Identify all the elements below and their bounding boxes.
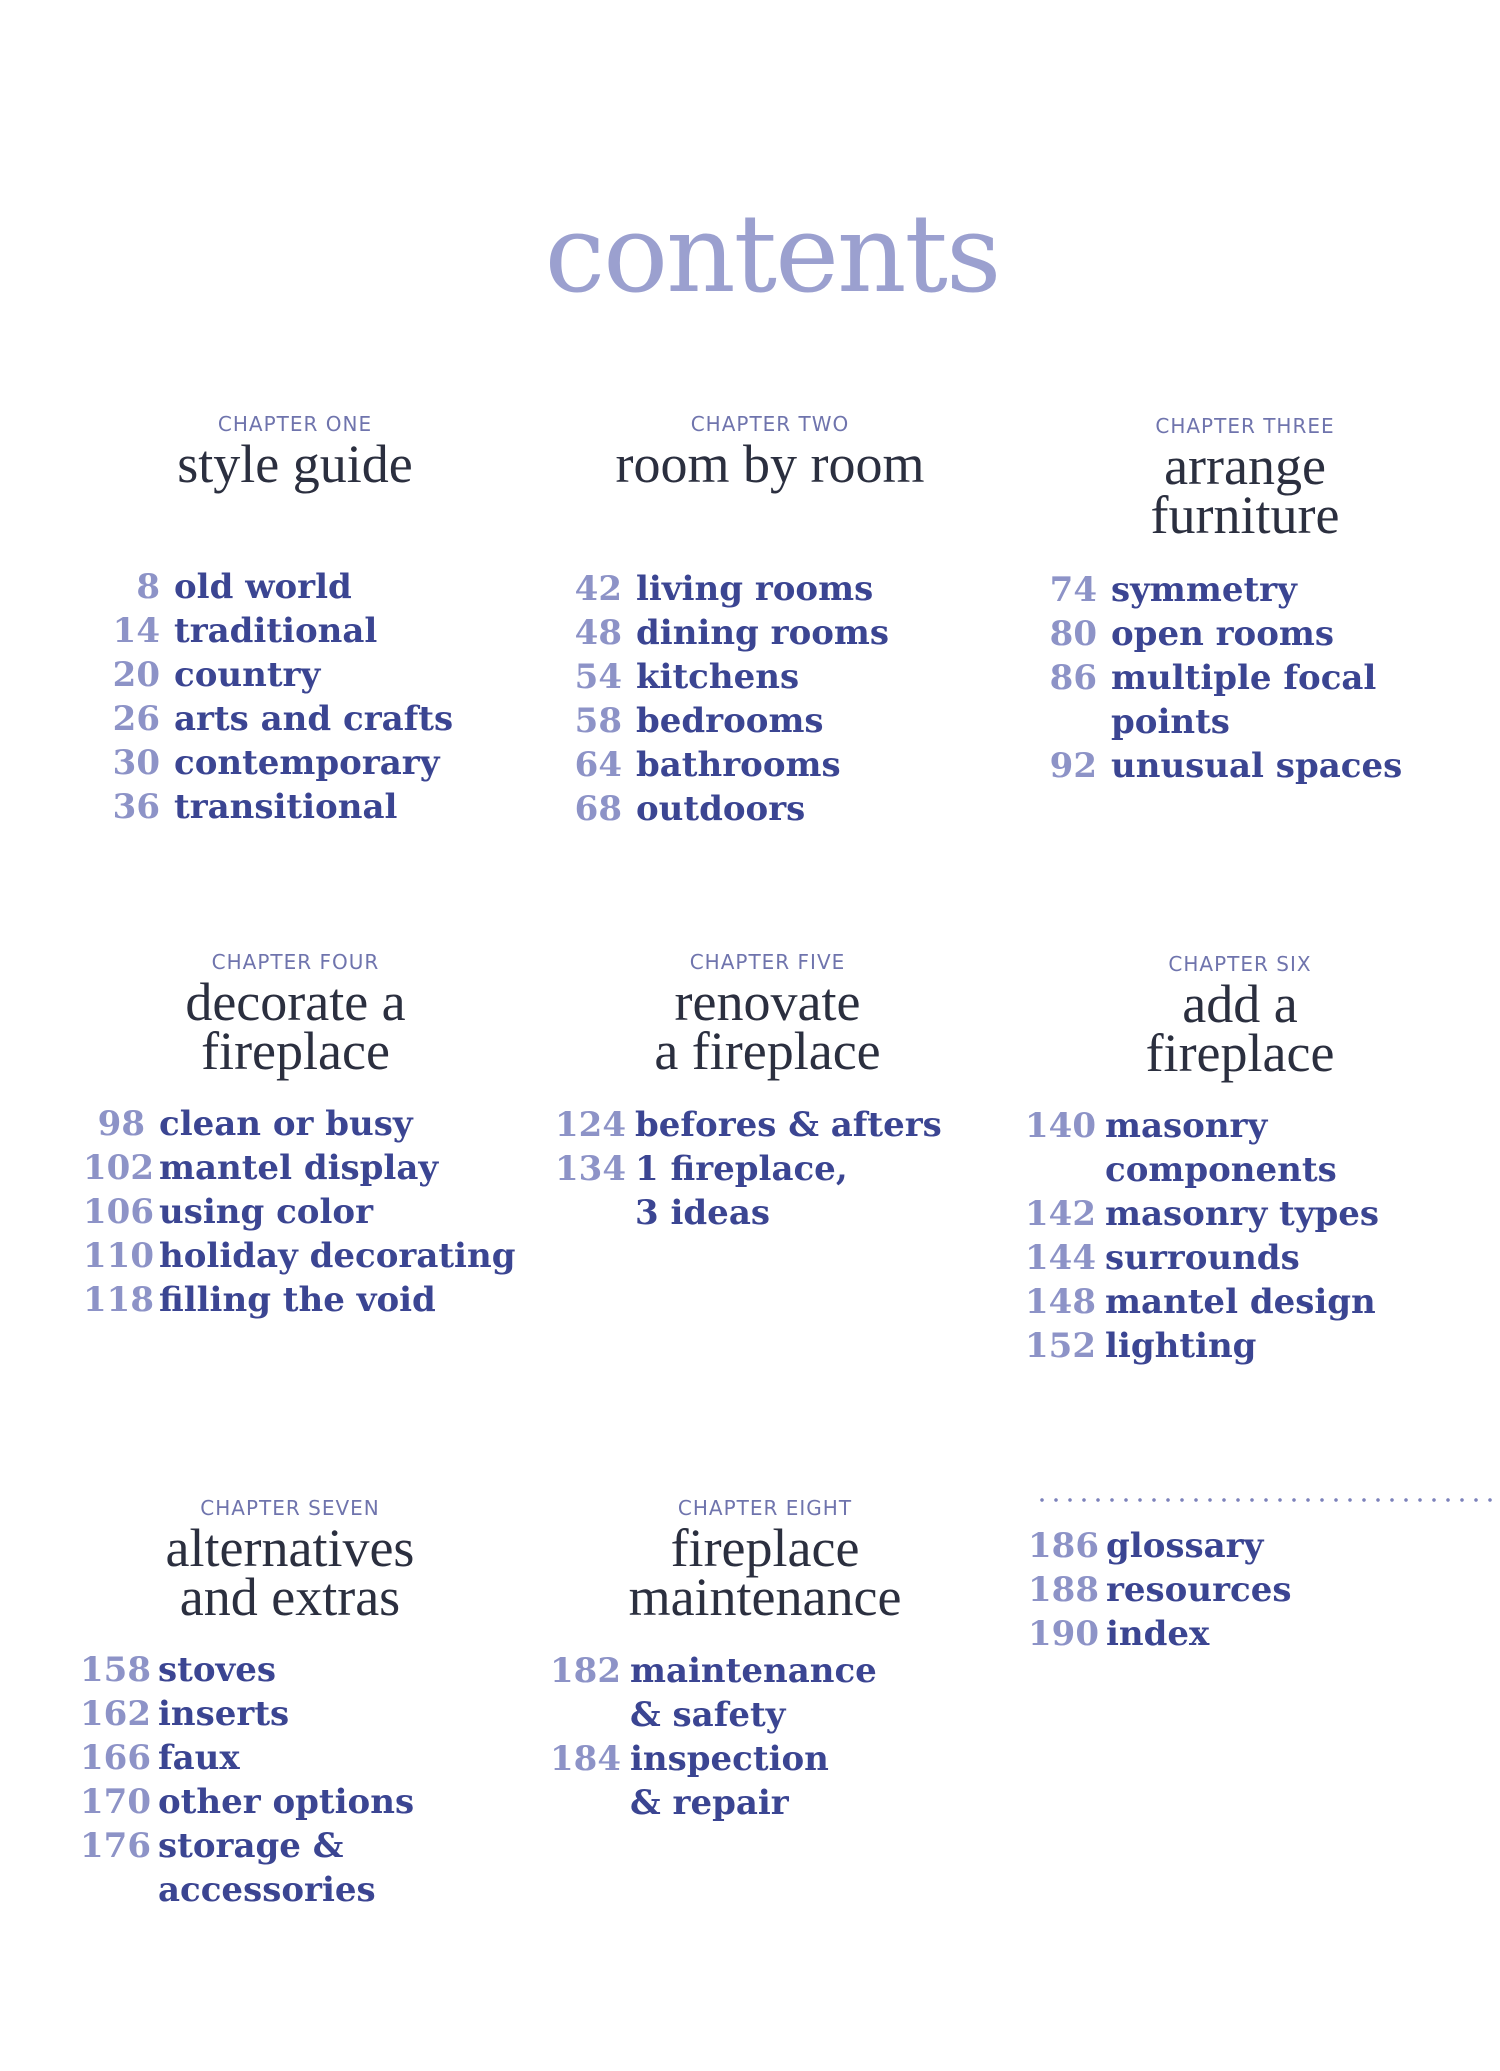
toc-entry[interactable] xyxy=(1025,1236,1455,1280)
entry-title: stoves xyxy=(158,1650,277,1690)
page-number: 48 xyxy=(574,613,622,653)
toc-entry[interactable] xyxy=(1045,612,1445,656)
chapter-entries xyxy=(570,567,970,831)
entry-title: maintenance & safety xyxy=(630,1651,877,1735)
page-number: 106 xyxy=(83,1192,154,1232)
page-number: 162 xyxy=(80,1694,151,1734)
back-matter-list xyxy=(1028,1524,1428,1656)
toc-entry[interactable] xyxy=(100,609,490,653)
chapter-label: CHAPTER EIGHT xyxy=(677,1496,853,1520)
entry-title: living rooms xyxy=(636,569,874,609)
page-number: 26 xyxy=(112,699,160,739)
entry-title: inspection & repair xyxy=(630,1739,829,1823)
entry-title: faux xyxy=(158,1738,240,1778)
toc-entry[interactable] xyxy=(1025,1280,1455,1324)
page-number: 92 xyxy=(1049,746,1097,786)
entry-title: masonry components xyxy=(1105,1106,1337,1190)
page-number: 184 xyxy=(550,1739,621,1779)
chapter-label: CHAPTER THREE xyxy=(1155,414,1335,438)
page-number: 144 xyxy=(1025,1238,1096,1278)
entry-title: bathrooms xyxy=(636,745,841,785)
chapter-label: CHAPTER TWO xyxy=(690,412,850,436)
page-number: 176 xyxy=(80,1826,151,1866)
toc-entry[interactable] xyxy=(1045,656,1445,744)
entry-title: bedrooms xyxy=(636,701,824,741)
chapter-title: arrange furniture xyxy=(1150,436,1340,545)
page-number: 188 xyxy=(1028,1570,1099,1610)
toc-entry[interactable] xyxy=(570,699,970,743)
chapter-label: CHAPTER SIX xyxy=(1168,952,1312,976)
entry-title: mantel display xyxy=(159,1148,439,1188)
entry-title: country xyxy=(174,655,321,695)
chapter-section xyxy=(550,1494,980,2054)
chapter-title: fireplace maintenance xyxy=(628,1518,902,1627)
entry-title: contemporary xyxy=(174,743,440,783)
chapter-title: add a fireplace xyxy=(1145,974,1335,1083)
toc-entry[interactable] xyxy=(80,1780,500,1824)
page-number: 140 xyxy=(1025,1106,1096,1146)
entry-title: mantel design xyxy=(1105,1282,1376,1322)
chapter-section xyxy=(80,1494,500,2054)
entry-title: using color xyxy=(159,1192,373,1232)
page-number: 64 xyxy=(574,745,622,785)
entry-title: filling the void xyxy=(159,1280,436,1320)
toc-entry[interactable] xyxy=(555,1103,980,1147)
entry-title: inserts xyxy=(158,1694,290,1734)
entry-title: masonry types xyxy=(1105,1194,1380,1234)
chapter-title: style guide xyxy=(177,434,413,494)
chapter-title: decorate a fireplace xyxy=(185,972,406,1081)
chapter-entries xyxy=(100,565,490,829)
entry-title: lighting xyxy=(1105,1326,1257,1366)
page-number: 42 xyxy=(574,569,622,609)
entry-title: index xyxy=(1106,1614,1210,1654)
entry-title: outdoors xyxy=(636,789,806,829)
toc-entry[interactable] xyxy=(100,785,490,829)
page-number: 148 xyxy=(1025,1282,1096,1322)
chapter-entries xyxy=(83,1102,516,1322)
toc-entry[interactable] xyxy=(80,1648,500,1692)
page-number: 20 xyxy=(112,655,160,695)
toc-entry[interactable] xyxy=(570,655,970,699)
page-number: 124 xyxy=(555,1105,626,1145)
chapter-title: renovate a fireplace xyxy=(654,972,881,1081)
entry-title: multiple focal points xyxy=(1111,658,1377,742)
entry-title: symmetry xyxy=(1111,570,1297,610)
page-number: 14 xyxy=(112,611,160,651)
entry-title: holiday decorating xyxy=(159,1236,516,1276)
entry-title: clean or busy xyxy=(159,1104,413,1144)
chapter-entries xyxy=(555,1103,980,1235)
entry-title: dining rooms xyxy=(636,613,890,653)
toc-entry[interactable] xyxy=(100,653,490,697)
toc-entry[interactable] xyxy=(80,1692,500,1736)
page-title: contents xyxy=(544,192,1000,317)
page-number: 98 xyxy=(97,1104,145,1144)
entry-title: transitional xyxy=(174,787,398,827)
chapter-entries xyxy=(80,1648,500,1912)
toc-entry[interactable] xyxy=(1045,568,1445,612)
toc-entry[interactable] xyxy=(550,1649,980,1737)
chapter-entries xyxy=(1045,568,1445,788)
toc-entry[interactable] xyxy=(80,1824,500,1912)
chapter-title: alternatives and extras xyxy=(165,1518,415,1627)
entry-title: other options xyxy=(158,1782,415,1822)
page-number: 110 xyxy=(83,1236,154,1276)
entry-title: resources xyxy=(1106,1570,1292,1610)
entry-title: 1 fireplace, 3 ideas xyxy=(635,1149,848,1233)
chapter-label: CHAPTER FIVE xyxy=(689,950,846,974)
chapter-section xyxy=(1025,950,1455,1510)
chapter-section xyxy=(570,410,970,970)
toc-entry[interactable] xyxy=(1028,1568,1428,1612)
chapter-label: CHAPTER SEVEN xyxy=(200,1496,380,1520)
entry-title: old world xyxy=(174,567,352,607)
dotted-divider xyxy=(1035,1497,1500,1503)
page-number: 8 xyxy=(136,567,160,607)
page-number: 36 xyxy=(112,787,160,827)
chapter-entries xyxy=(550,1649,980,1825)
toc-entry[interactable] xyxy=(1028,1524,1428,1568)
entry-title: befores & afters xyxy=(635,1105,942,1145)
toc-entry[interactable] xyxy=(83,1190,508,1234)
entry-title: surrounds xyxy=(1105,1238,1300,1278)
toc-entry[interactable] xyxy=(1028,1612,1428,1656)
toc-entry[interactable] xyxy=(83,1102,508,1146)
entry-title: storage & accessories xyxy=(158,1826,376,1910)
page-number: 190 xyxy=(1028,1614,1099,1654)
toc-entry[interactable] xyxy=(100,697,490,741)
page-number: 166 xyxy=(80,1738,151,1778)
chapter-section xyxy=(1045,412,1445,972)
entry-title: unusual spaces xyxy=(1111,746,1403,786)
toc-entry[interactable] xyxy=(570,567,970,611)
page-number: 80 xyxy=(1049,614,1097,654)
page-number: 102 xyxy=(83,1148,154,1188)
page-number: 134 xyxy=(555,1149,626,1189)
toc-entry[interactable] xyxy=(83,1278,508,1322)
chapter-entries xyxy=(1025,1104,1455,1368)
toc-entry[interactable] xyxy=(83,1146,508,1190)
page-number: 58 xyxy=(574,701,622,741)
toc-entry[interactable] xyxy=(570,743,970,787)
chapter-title: room by room xyxy=(615,434,925,494)
page-number: 118 xyxy=(83,1280,154,1320)
page-number: 30 xyxy=(112,743,160,783)
page-number: 54 xyxy=(574,657,622,697)
entry-title: traditional xyxy=(174,611,378,651)
page-number: 186 xyxy=(1028,1526,1099,1566)
toc-entry[interactable] xyxy=(100,565,490,609)
toc-entry[interactable] xyxy=(1025,1324,1455,1368)
page-number: 142 xyxy=(1025,1194,1096,1234)
toc-entry[interactable] xyxy=(555,1147,980,1235)
chapter-label: CHAPTER FOUR xyxy=(211,950,380,974)
page-number: 170 xyxy=(80,1782,151,1822)
page-number: 68 xyxy=(574,789,622,829)
toc-entry[interactable] xyxy=(80,1736,500,1780)
chapter-label: CHAPTER ONE xyxy=(217,412,373,436)
entry-title: glossary xyxy=(1106,1526,1264,1566)
toc-entry[interactable] xyxy=(570,611,970,655)
toc-entry[interactable] xyxy=(1025,1104,1455,1192)
entry-title: open rooms xyxy=(1111,614,1335,654)
toc-entry[interactable] xyxy=(83,1234,516,1278)
page-number: 86 xyxy=(1049,658,1097,698)
toc-entry[interactable] xyxy=(100,741,490,785)
toc-entry[interactable] xyxy=(1045,744,1445,788)
toc-entry[interactable] xyxy=(550,1737,980,1825)
toc-entry[interactable] xyxy=(570,787,970,831)
chapter-section xyxy=(100,410,490,970)
page-number: 152 xyxy=(1025,1326,1096,1366)
toc-entry[interactable] xyxy=(1025,1192,1455,1236)
chapter-section xyxy=(555,948,980,1508)
entry-title: kitchens xyxy=(636,657,800,697)
entry-title: arts and crafts xyxy=(174,699,454,739)
page-number: 158 xyxy=(80,1650,151,1690)
page-number: 74 xyxy=(1049,570,1097,610)
chapter-section xyxy=(83,948,516,1508)
page-number: 182 xyxy=(550,1651,621,1691)
